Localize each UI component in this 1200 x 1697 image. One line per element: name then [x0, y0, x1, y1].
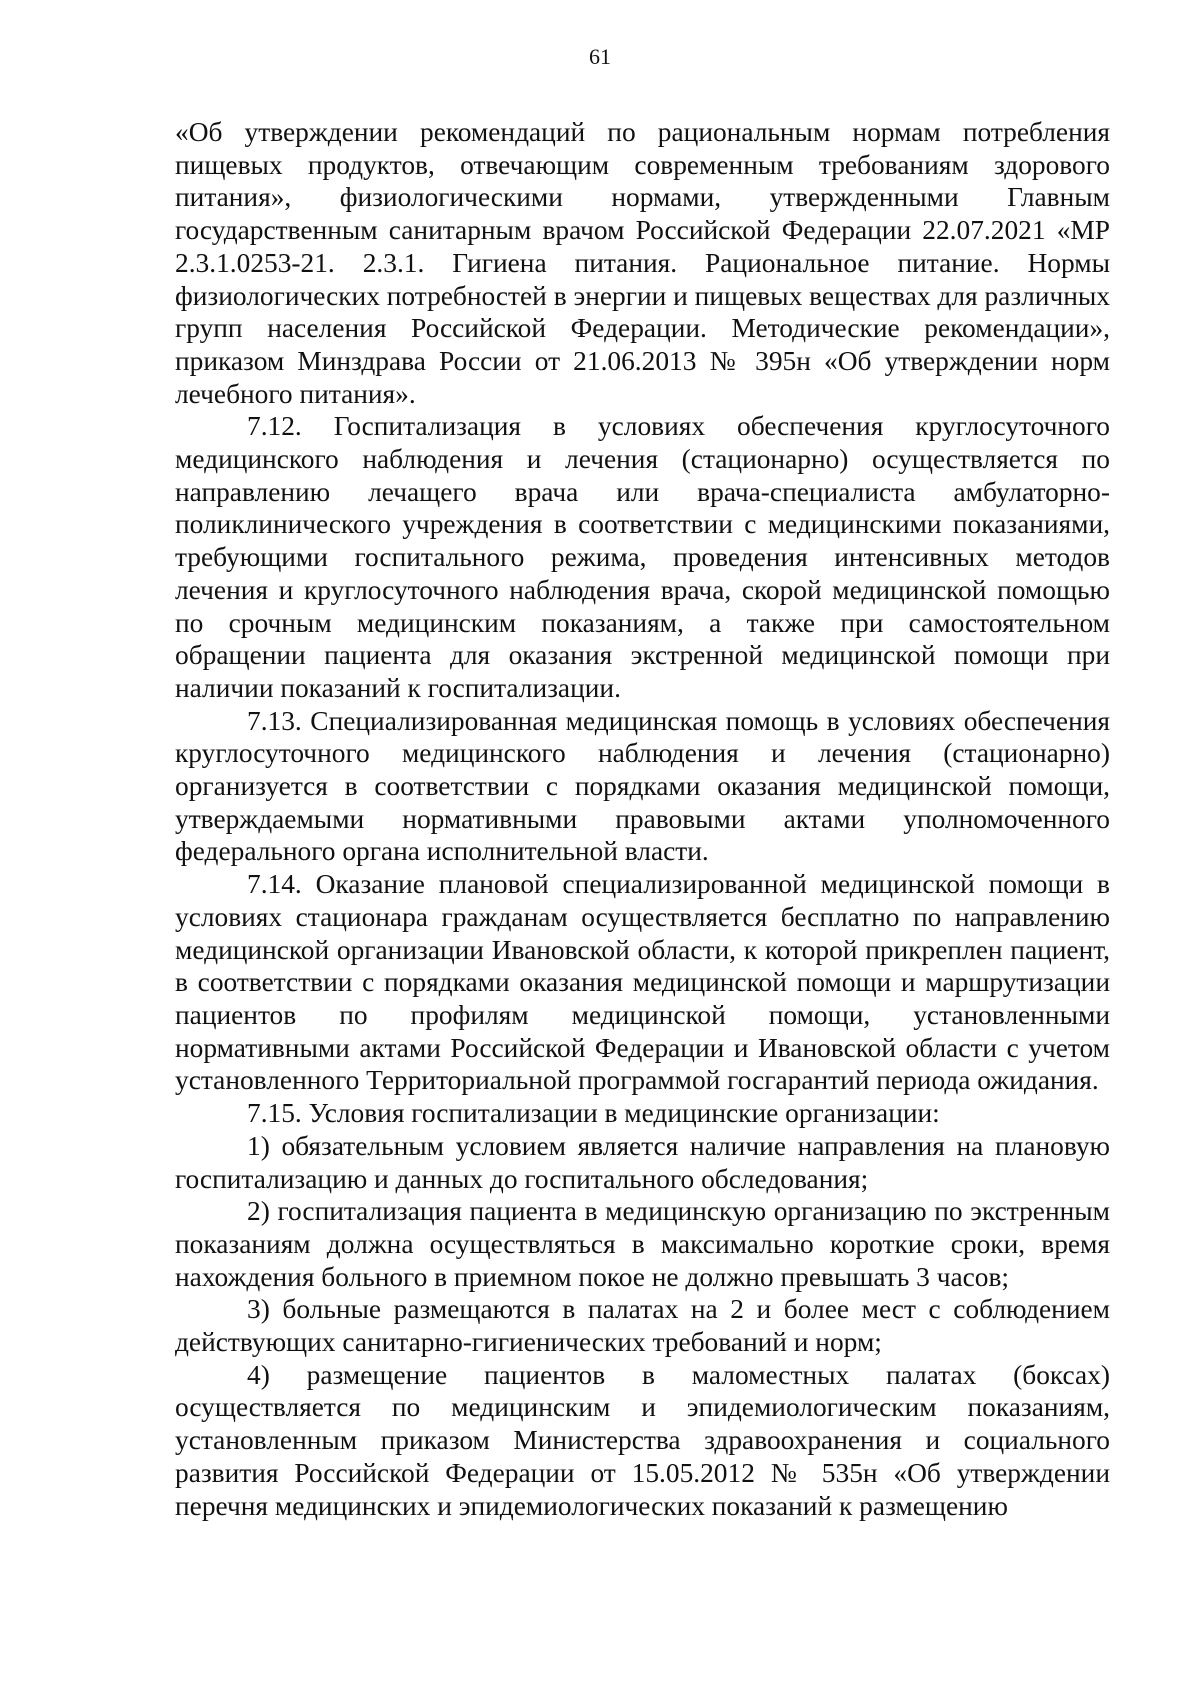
paragraph-7-12: 7.12. Госпитализация в условиях обеспечения круглосуточного медицинского наблюдения и лечения (стационарно) осуществляется по направлению лечащего врача или врача-специалиста амбулаторно-поликлинического учреждения в соответствии с медицинскими показаниями, требующими госпитального режима, проведения интенсивных методов лечения и круглосуточного наблюдения врача, скорой медицинской помощью по срочным медицинским показаниям, а также при самостоятельном обращении пациента для оказания экстренной медицинской помощи при наличии показаний к госпитализации.	[175, 411, 1110, 703]
list-item-3: 3) больные размещаются в палатах на 2 и более мест с соблюдением действующих санитарно-гигиенических требований и норм;	[175, 1294, 1110, 1358]
paragraph-7-14: 7.14. Оказание плановой специализированной медицинской помощи в условиях стационара гражданам осуществляется бесплатно по направлению медицинской организации Ивановской области, к которой прикреплен пациент, в соответствии с порядками оказания медицинской помощи и маршрутизации пациентов по профилям медицинской помощи, установленными нормативными актами Российской Федерации и Ивановской области с учетом установленного Территориальной программой госгарантий периода ожидания.	[175, 869, 1110, 1096]
document-body	[175, 116, 1110, 1522]
paragraph-continuation: «Об утверждении рекомендаций по рациональным нормам потребления пищевых продуктов, отвечающим современным требованиям здорового питания», физиологическими нормами, утвержденными Главным государственным санитарным врачом Российской Федерации 22.07.2021 «МР 2.3.1.0253-21. 2.3.1. Гигиена питания. Рациональное питание. Нормы физиологических потребностей в энергии и пищевых веществах для различных групп населения Российской Федерации. Методические рекомендации», приказом Минздрава России от 21.06.2013 № 395н «Об утверждении норм лечебного питания».	[175, 117, 1110, 409]
paragraph-7-13: 7.13. Специализированная медицинская помощь в условиях обеспечения круглосуточного медицинского наблюдения и лечения (стационарно) организуется в соответствии с порядками оказания медицинской помощи, утверждаемыми нормативными правовыми актами уполномоченного федерального органа исполнительной власти.	[175, 705, 1110, 867]
list-item-2: 2) госпитализация пациента в медицинскую организацию по экстренным показаниям должна осуществляться в максимально короткие сроки, время нахождения больного в приемном покое не должно превышать 3 часов;	[175, 1196, 1110, 1292]
list-item-4: 4) размещение пациентов в маломестных палатах (боксах) осуществляется по медицинским и эпидемиологическим показаниям, установленным приказом Министерства здравоохранения и социального развития Российской Федерации от 15.05.2012 № 535н «Об утверждении перечня медицинских и эпидемиологических показаний к размещению	[175, 1359, 1110, 1521]
list-item-1: 1) обязательным условием является наличие направления на плановую госпитализацию и данных до госпитального обследования;	[175, 1130, 1110, 1194]
page-number: 61	[589, 44, 611, 69]
paragraph-7-15: 7.15. Условия госпитализации в медицинские организации:	[247, 1098, 940, 1129]
